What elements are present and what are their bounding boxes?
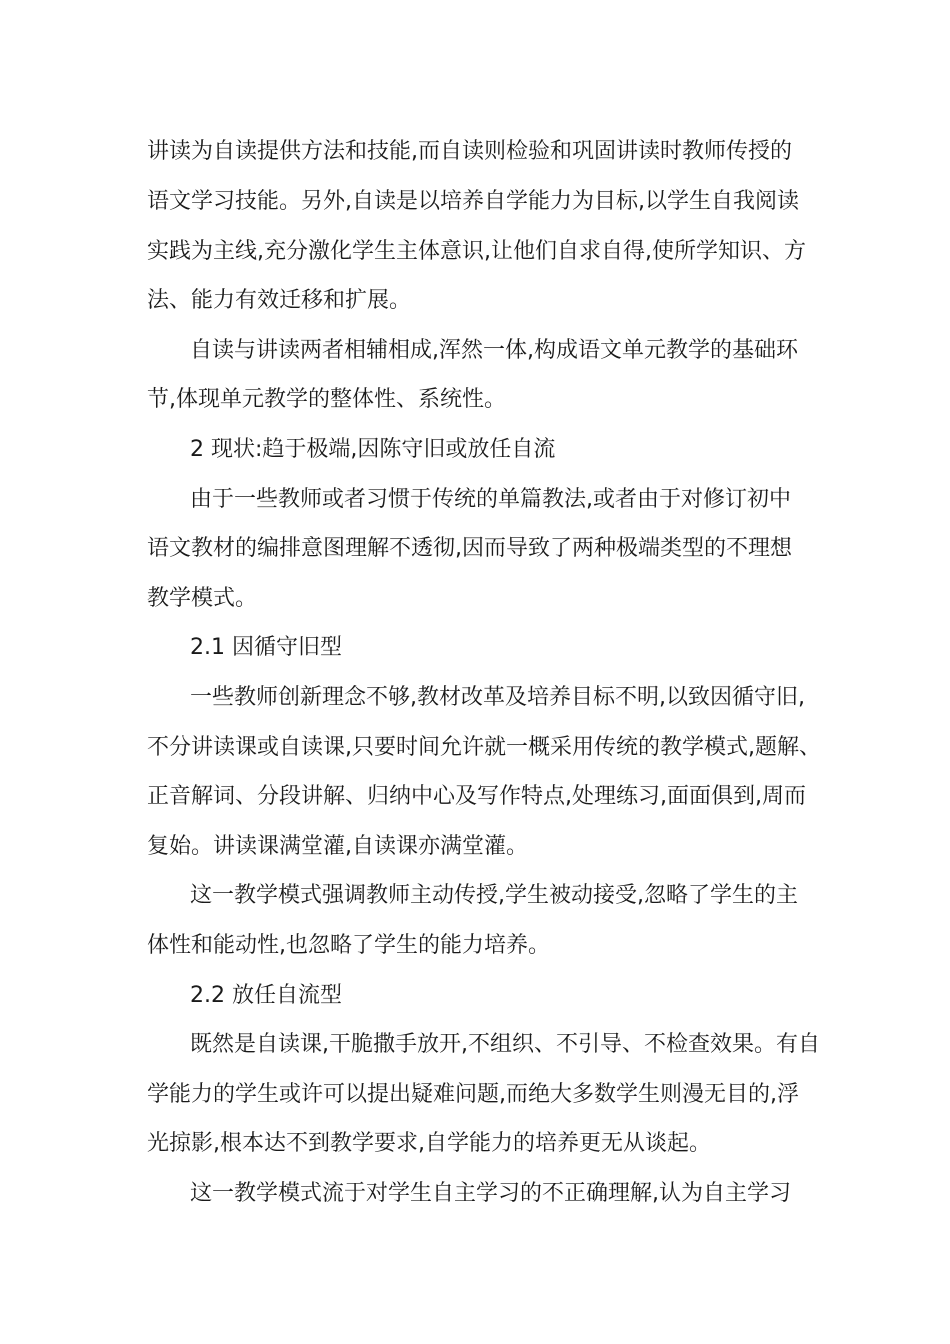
text-line: 正音解词、分段讲解、归纳中心及写作特点,处理练习,面面俱到,周而 [147, 784, 806, 809]
text-line: 学能力的学生或许可以提出疑难问题,而绝大多数学生则漫无目的,浮 [147, 1082, 799, 1107]
text-line: 讲读为自读提供方法和技能,而自读则检验和巩固讲读时教师传授的 [147, 139, 792, 164]
subsection-heading: 2.2 放任自流型 [190, 983, 342, 1008]
text-line: 语文教材的编排意图理解不透彻,因而导致了两种极端类型的不理想 [147, 536, 792, 561]
text-line: 光掠影,根本达不到教学要求,自学能力的培养更无从谈起。 [147, 1131, 711, 1156]
paragraph-first-line: 自读与讲读两者相辅相成,浑然一体,构成语文单元教学的基础环 [190, 338, 798, 363]
text-line: 不分讲读课或自读课,只要时间允许就一概采用传统的教学模式,题解、 [147, 735, 821, 760]
text-line: 复始。讲读课满堂灌,自读课亦满堂灌。 [147, 834, 528, 859]
text-line: 教学模式。 [147, 586, 258, 611]
text-line: 节,体现单元教学的整体性、系统性。 [147, 387, 506, 412]
text-line: 法、能力有效迁移和扩展。 [147, 288, 412, 313]
section-heading: 2 现状:趋于极端,因陈守旧或放任自流 [190, 437, 556, 462]
paragraph-first-line: 一些教师创新理念不够,教材改革及培养目标不明,以致因循守旧, [190, 685, 805, 710]
text-line: 语文学习技能。另外,自读是以培养自学能力为目标,以学生自我阅读 [147, 189, 799, 214]
paragraph-first-line: 这一教学模式强调教师主动传授,学生被动接受,忽略了学生的主 [190, 883, 798, 908]
paragraph-first-line: 这一教学模式流于对学生自主学习的不正确理解,认为自主学习 [190, 1181, 791, 1206]
text-line: 实践为主线,充分激化学生主体意识,让他们自求自得,使所学知识、方 [147, 239, 806, 264]
text-line: 体性和能动性,也忽略了学生的能力培养。 [147, 933, 550, 958]
paragraph-first-line: 由于一些教师或者习惯于传统的单篇教法,或者由于对修订初中 [190, 487, 791, 512]
paragraph-first-line: 既然是自读课,干脆撒手放开,不组织、不引导、不检查效果。有自 [190, 1032, 820, 1057]
subsection-heading: 2.1 因循守旧型 [190, 635, 342, 660]
